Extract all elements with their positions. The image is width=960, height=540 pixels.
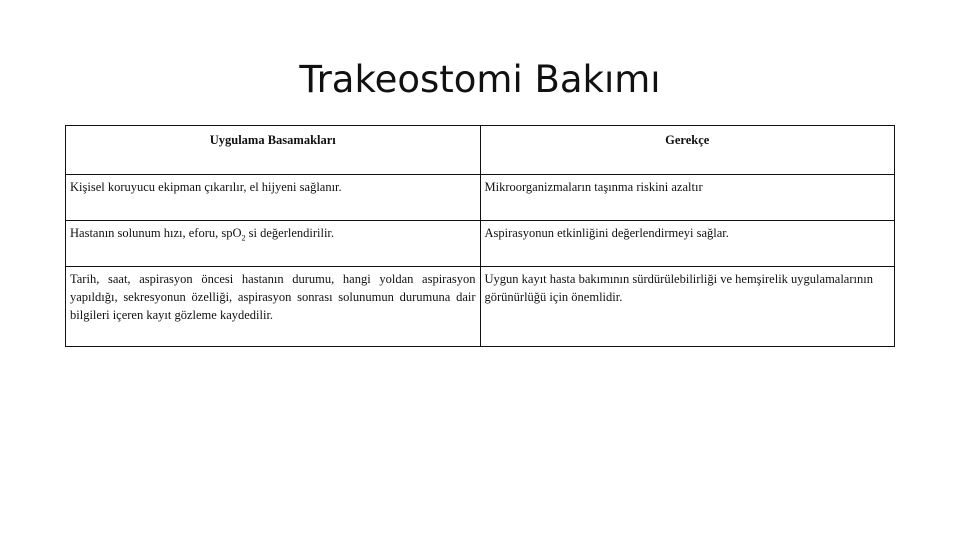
- reason-cell: Mikroorganizmaların taşınma riskini azaltır: [480, 175, 895, 221]
- step-text-part: Hastanın solunum hızı, eforu, spO: [70, 226, 242, 240]
- step-cell: Tarih, saat, aspirasyon öncesi hastanın durumu, hangi yoldan aspirasyon yapıldığı, sekresyonun özelliği, aspirasyon sonrası solunumun durumuna dair bilgileri içeren kayıt gözleme kaydedilir.: [66, 267, 481, 347]
- slide-title: Trakeostomi Bakımı: [299, 58, 661, 101]
- table-row: [66, 175, 895, 221]
- step-cell: [66, 221, 481, 267]
- reason-cell: Aspirasyonun etkinliğini değerlendirmeyi sağlar.: [480, 221, 895, 267]
- care-steps-table: [65, 125, 895, 347]
- step-cell: Kişisel koruyucu ekipman çıkarılır, el hijyeni sağlanır.: [66, 175, 481, 221]
- header-reason: Gerekçe: [480, 126, 895, 175]
- header-steps: Uygulama Basamakları: [66, 126, 481, 175]
- table-row: [66, 267, 895, 347]
- table-row: [66, 221, 895, 267]
- step-subscript: 2: [241, 233, 246, 243]
- step-text-part: si değerlendirilir.: [245, 226, 335, 240]
- table-header-row: [66, 126, 895, 175]
- reason-cell: Uygun kayıt hasta bakımının sürdürülebilirliği ve hemşirelik uygulamalarının görünürlüğü için önemlidir.: [480, 267, 895, 347]
